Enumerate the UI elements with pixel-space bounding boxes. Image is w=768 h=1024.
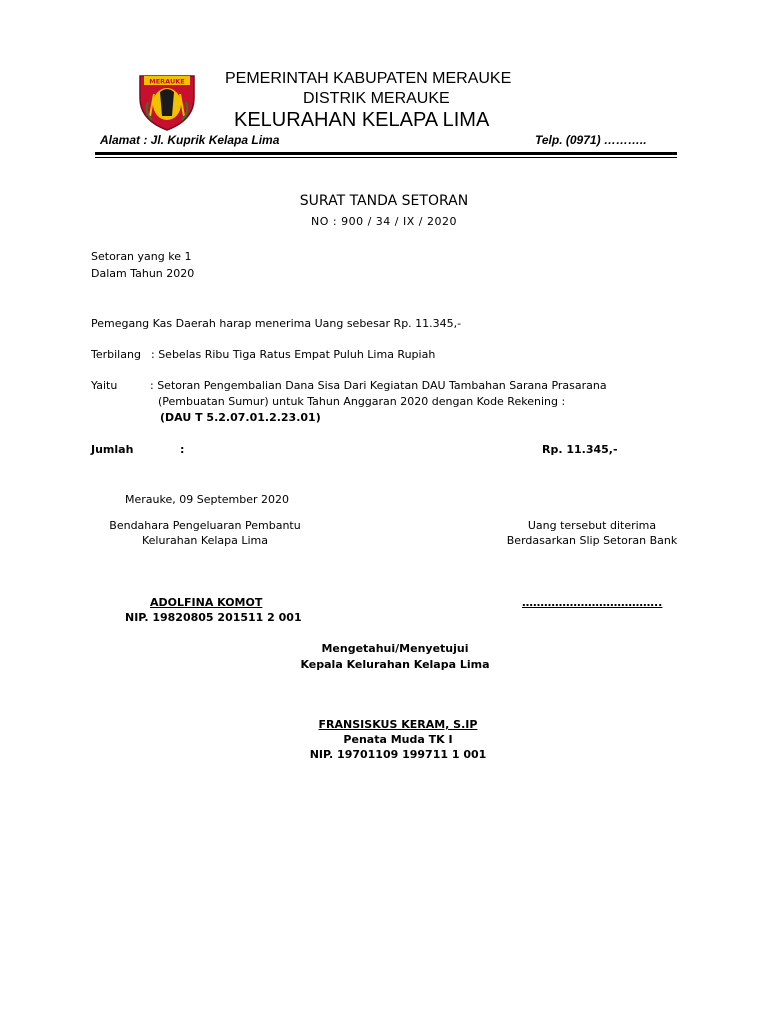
right-signer-title-1: Uang tersebut diterima (527, 519, 657, 532)
left-signer-name: ADOLFINA KOMOT (150, 596, 263, 609)
jumlah-label: Jumlah (91, 443, 134, 456)
terbilang-value: : Sebelas Ribu Tiga Ratus Empat Puluh Lima Rupiah (151, 348, 436, 361)
left-signer-title-2: Kelurahan Kelapa Lima (142, 534, 268, 547)
header-divider-thin (95, 157, 677, 158)
kode-rekening: (DAU T 5.2.07.01.2.23.01) (160, 411, 321, 424)
document-number: NO : 900 / 34 / IX / 2020 (311, 215, 457, 228)
place-date: Merauke, 09 September 2020 (125, 493, 290, 506)
header-kelurahan: KELURAHAN KELAPA LIMA (234, 109, 490, 131)
pemegang-kas-text: Pemegang Kas Daerah harap menerima Uang sebesar Rp. 11.345,- (91, 317, 462, 330)
regency-logo (134, 72, 200, 132)
setoran-tahun: Dalam Tahun 2020 (91, 267, 195, 280)
header-divider-thick (95, 152, 677, 155)
approver-rank: Penata Muda TK I (343, 733, 453, 746)
header-phone: Telp. (0971) ……….. (535, 133, 647, 147)
setoran-ke: Setoran yang ke 1 (91, 250, 192, 263)
approver-title-2: Kepala Kelurahan Kelapa Lima (300, 658, 490, 671)
approver-title-1: Mengetahui/Menyetujui (321, 642, 469, 655)
logo-text: MERAUKE (149, 77, 185, 86)
left-signer-nip: NIP. 19820805 201511 2 001 (125, 611, 302, 624)
header-government: PEMERINTAH KABUPATEN MERAUKE (225, 70, 512, 87)
right-signer-title-2: Berdasarkan Slip Setoran Bank (506, 534, 678, 547)
jumlah-colon: : (180, 443, 185, 456)
terbilang-label: Terbilang (91, 348, 141, 361)
document-title: SURAT TANDA SETORAN (299, 193, 469, 209)
regency-shield-icon (134, 72, 200, 132)
right-signer-blank: ……………………………….. (522, 596, 663, 609)
jumlah-value: Rp. 11.345,- (542, 443, 618, 456)
yaitu-label: Yaitu (91, 379, 118, 392)
approver-name: FRANSISKUS KERAM, S.IP (318, 718, 478, 731)
yaitu-line-1: : Setoran Pengembalian Dana Sisa Dari Kegiatan DAU Tambahan Sarana Prasarana (150, 379, 607, 392)
header-district: DISTRIK MERAUKE (303, 90, 450, 107)
approver-nip: NIP. 19701109 199711 1 001 (309, 748, 487, 761)
header-address: Alamat : Jl. Kuprik Kelapa Lima (100, 133, 280, 147)
yaitu-line-2: (Pembuatan Sumur) untuk Tahun Anggaran 2020 dengan Kode Rekening : (158, 395, 566, 408)
left-signer-title-1: Bendahara Pengeluaran Pembantu (109, 519, 301, 532)
